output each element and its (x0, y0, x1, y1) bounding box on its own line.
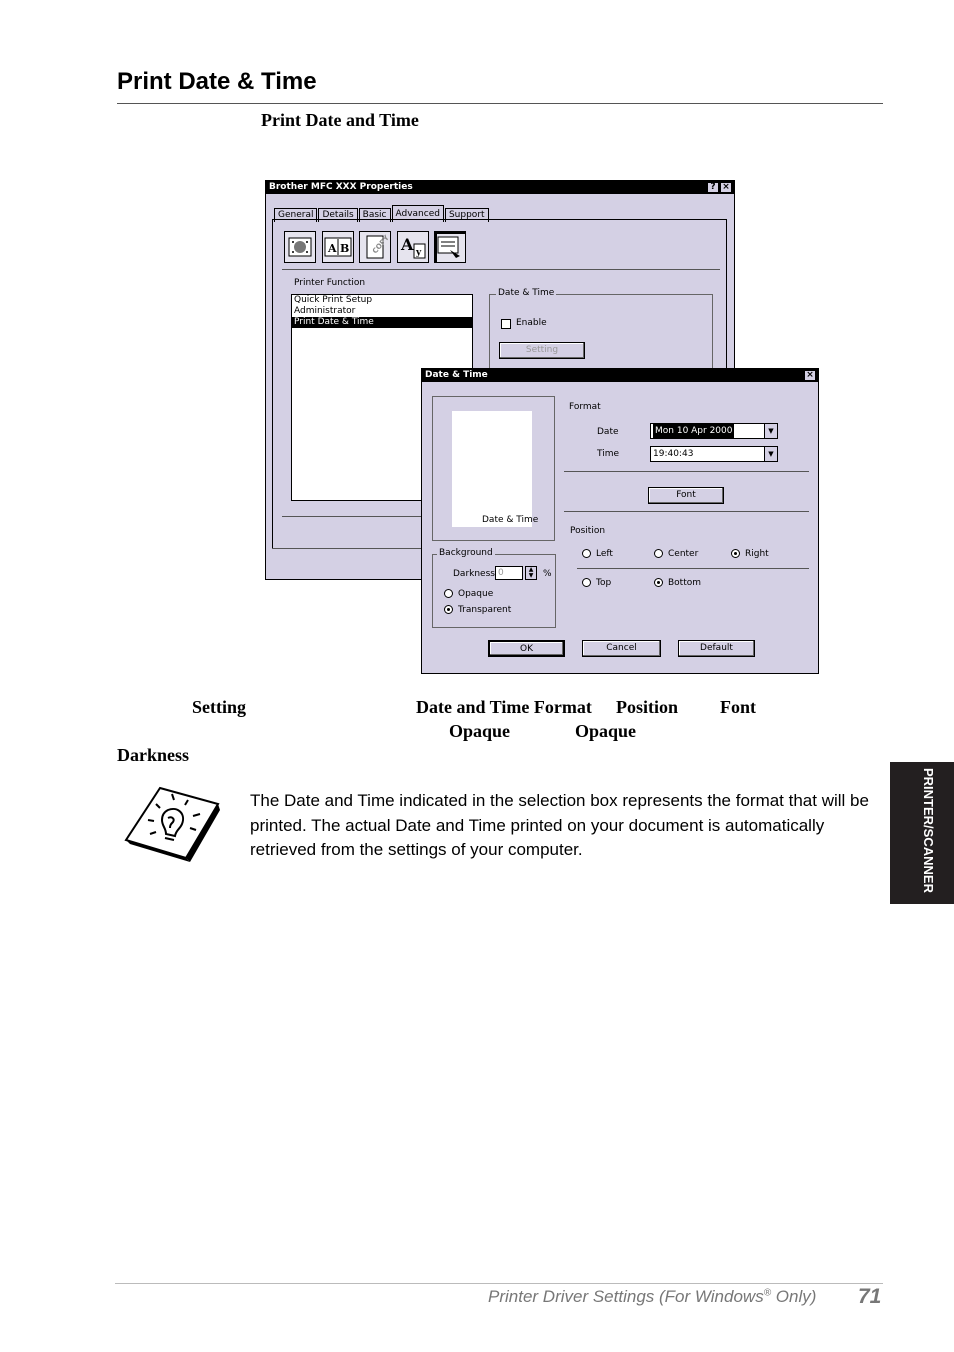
date-label: Date (597, 427, 619, 437)
page-number: 71 (858, 1285, 882, 1308)
cancel-button[interactable]: Cancel (582, 640, 661, 657)
date-time-group (489, 288, 713, 374)
svg-text:y: y (416, 248, 422, 258)
font-button[interactable]: Font (648, 487, 724, 504)
font-icon[interactable] (397, 231, 429, 263)
date-format-value: Mon 10 Apr 2000 (655, 426, 733, 436)
tab-details[interactable]: Details (318, 208, 357, 222)
printer-function-label: Printer Function (294, 278, 366, 288)
time-format-value: 19:40:43 (653, 449, 694, 459)
position-bottom-label: Bottom (668, 578, 702, 588)
position-center-radio[interactable] (654, 549, 663, 558)
list-item-administrator[interactable]: Administrator (294, 306, 356, 316)
background-group-label: Background (439, 548, 493, 558)
svg-text:A: A (401, 235, 414, 254)
registered-mark: ® (763, 1287, 772, 1299)
footer-text-after: Only) (771, 1287, 817, 1306)
term-setting: Setting (192, 697, 246, 717)
halftone-icon[interactable] (284, 231, 316, 263)
ab-layout-icon[interactable] (322, 231, 354, 263)
term-font: Font (720, 697, 756, 717)
footer-text-before: Printer Driver Settings (For Windows (488, 1287, 764, 1306)
transparent-label: Transparent (458, 605, 512, 615)
enable-label: Enable (516, 318, 547, 328)
tab-basic[interactable]: Basic (359, 208, 391, 222)
footer-divider (115, 1283, 883, 1284)
preview-page (452, 411, 532, 527)
note-text: The Date and Time indicated in the selection box represents the format that will be printed. The actual Date and Time printed on your document is automatically retrieved from the settings of your computer. (250, 791, 869, 859)
position-top-radio[interactable] (582, 578, 591, 587)
time-format-select[interactable] (650, 446, 778, 462)
close-button[interactable]: × (720, 182, 732, 193)
darkness-label: Darkness (453, 569, 495, 579)
date-format-select[interactable] (650, 423, 778, 439)
position-top-label: Top (596, 578, 612, 588)
term-opaque-1: Opaque (449, 721, 511, 741)
tab-support[interactable]: Support (445, 208, 489, 222)
title-divider (117, 103, 883, 104)
tab-general[interactable]: General (274, 208, 317, 222)
darkness-spinner[interactable]: ▲ ▼ (525, 566, 537, 580)
sub-heading: Print Date and Time (261, 110, 419, 130)
transparent-radio[interactable] (444, 605, 453, 614)
enable-checkbox[interactable] (501, 319, 511, 329)
position-left-radio[interactable] (582, 549, 591, 558)
opaque-label: Opaque (458, 589, 494, 599)
date-time-title-bar (422, 369, 818, 382)
date-time-dialog-title: Date & Time (425, 370, 488, 380)
copy-watermark-icon[interactable] (359, 231, 391, 263)
dialog-close-button[interactable]: × (804, 370, 816, 381)
term-date-time-format: Date and Time Format (416, 697, 592, 717)
position-right-radio[interactable] (731, 549, 740, 558)
position-right-label: Right (745, 549, 769, 559)
format-divider (564, 471, 809, 472)
percent-label: % (543, 569, 552, 579)
date-time-group-label: Date & Time (498, 288, 555, 298)
opaque-radio[interactable] (444, 589, 453, 598)
term-darkness: Darkness (117, 745, 190, 765)
date-time-dialog (421, 368, 819, 674)
properties-title-bar (266, 181, 734, 194)
position-row-divider (577, 568, 809, 569)
default-button[interactable]: Default (678, 640, 755, 657)
properties-title: Brother MFC XXX Properties (269, 182, 413, 192)
list-item-quick-print-setup[interactable]: Quick Print Setup (294, 295, 373, 305)
position-left-label: Left (596, 549, 613, 559)
svg-text:COPY: COPY (371, 233, 391, 256)
help-button[interactable]: ? (707, 182, 719, 193)
format-label: Format (569, 402, 601, 412)
chevron-down-icon[interactable]: ▼ (764, 424, 777, 438)
term-opaque-2: Opaque (575, 721, 637, 741)
ok-button[interactable]: OK (488, 640, 565, 657)
lightbulb-note-icon (120, 782, 220, 864)
term-position: Position (616, 697, 679, 717)
date-time-icon[interactable] (434, 231, 466, 263)
time-label: Time (597, 449, 620, 459)
position-center-label: Center (668, 549, 699, 559)
svg-text:A: A (328, 242, 337, 255)
position-bottom-radio[interactable] (654, 578, 663, 587)
list-item-print-date-time[interactable]: Print Date & Time (292, 317, 472, 328)
darkness-input[interactable]: 0 (495, 566, 523, 580)
svg-text:B: B (340, 242, 350, 255)
tab-advanced[interactable]: Advanced (392, 205, 444, 222)
footer-text (488, 1287, 816, 1307)
icon-row-divider (282, 269, 720, 270)
position-label: Position (570, 526, 606, 536)
chevron-down-icon[interactable]: ▼ (764, 447, 777, 461)
side-tab-label: PRINTER/SCANNER (921, 768, 936, 893)
section-title: Print Date & Time (117, 68, 317, 95)
preview-date-time-label: Date & Time (482, 515, 539, 525)
position-divider-top (564, 511, 809, 512)
setting-button[interactable]: Setting (499, 342, 585, 359)
